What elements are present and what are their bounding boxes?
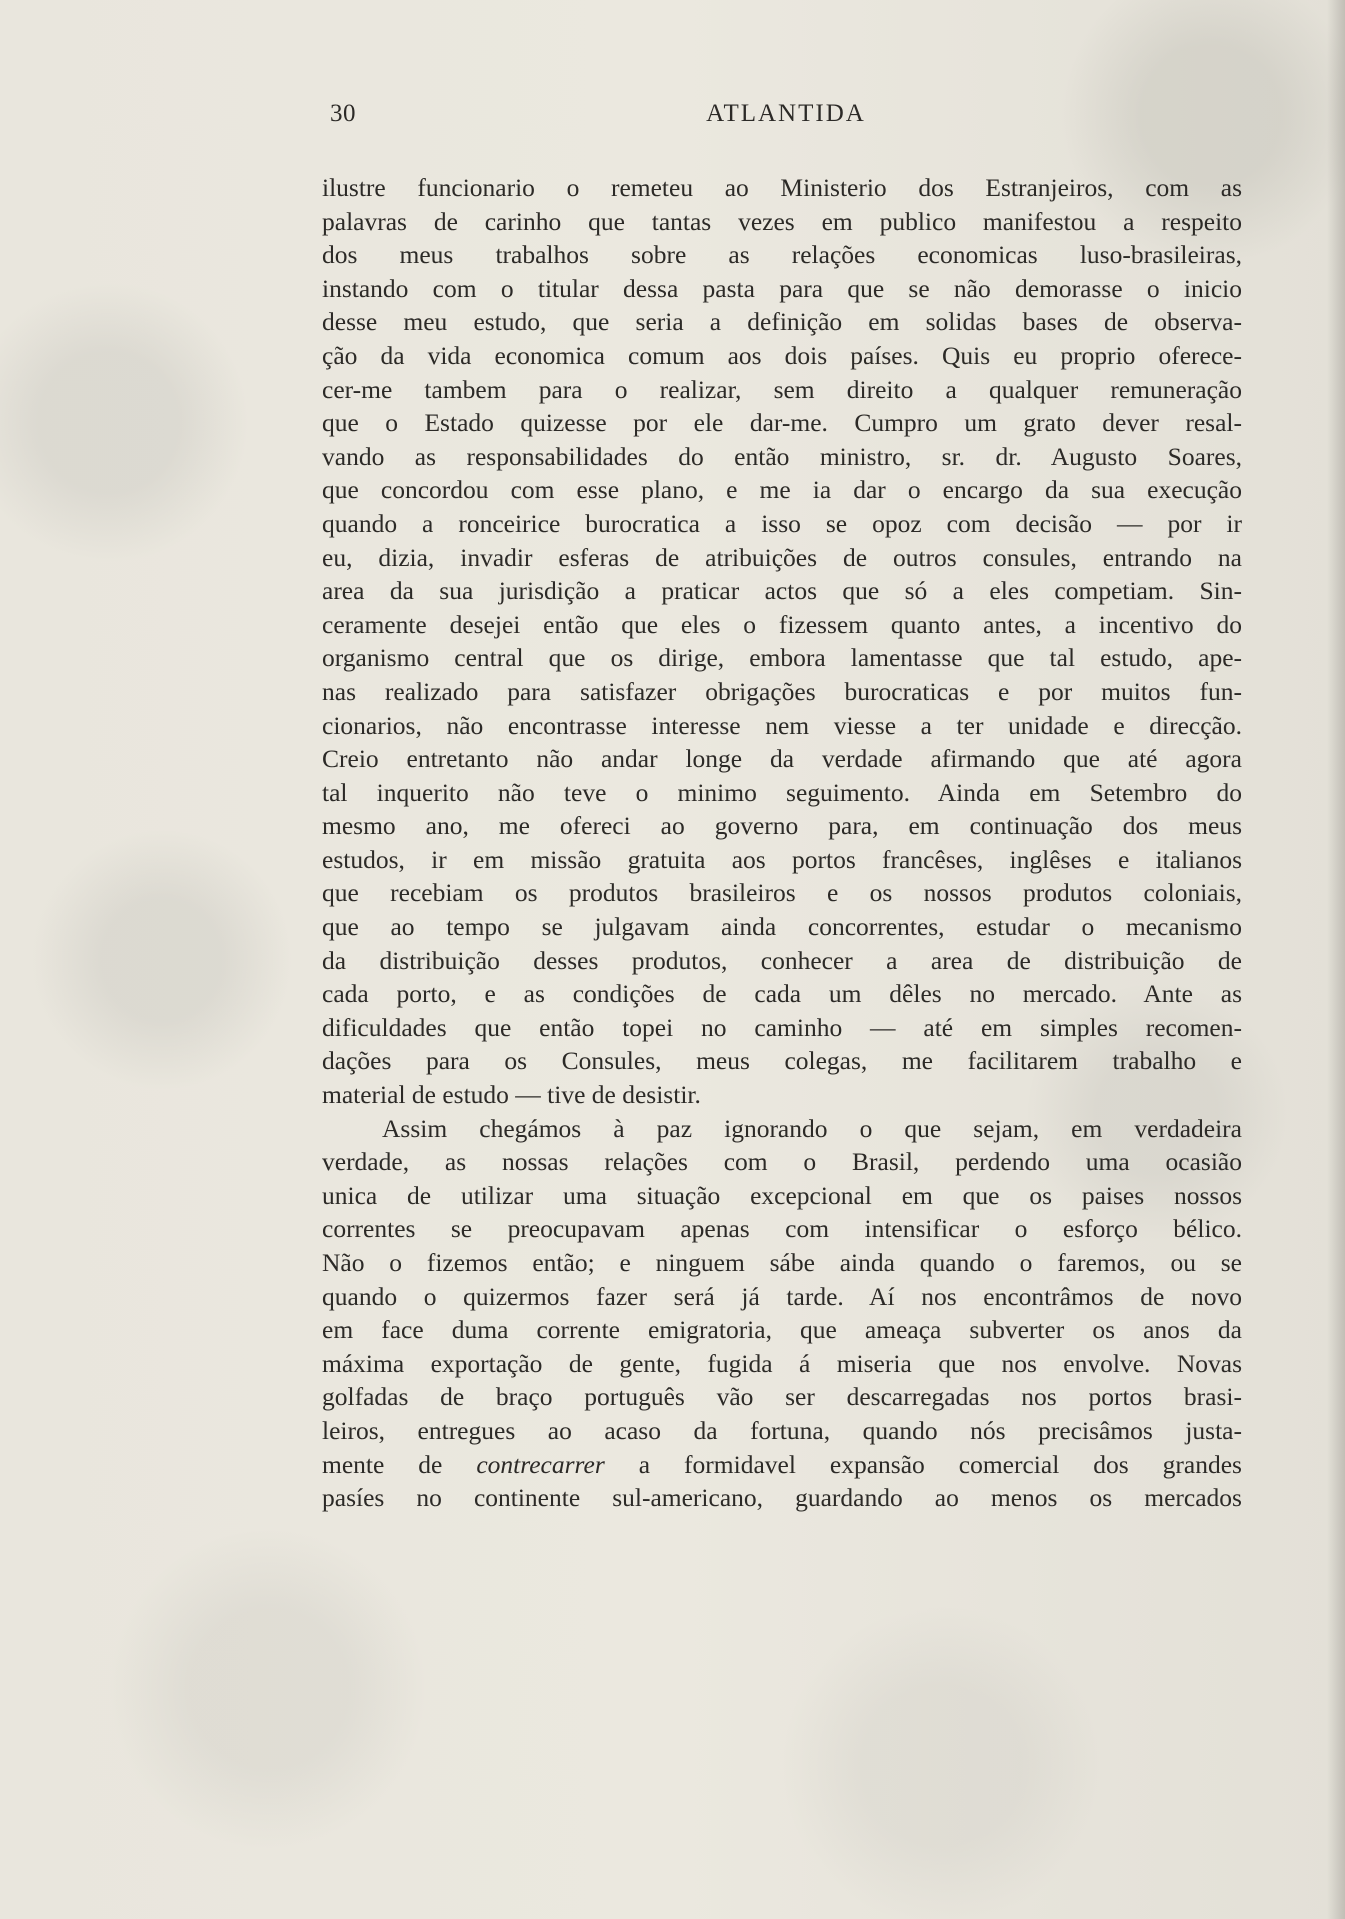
running-title: ATLANTIDA [706, 100, 866, 127]
text-line: quando o quizermos fazer será já tarde. Aí nos encontrâmos de novo [322, 1281, 1242, 1311]
text-line: que o Estado quizesse por ele dar-me. Cumpro um grato dever resal- [322, 408, 1242, 438]
text-line: cada porto, e as condições de cada um dêles no mercado. Ante as [322, 979, 1242, 1009]
text-line: organismo central que os dirige, embora lamentasse que tal estudo, ape- [322, 643, 1242, 673]
text-line: estudos, ir em missão gratuita aos portos francêses, inglêses e italianos [322, 844, 1242, 874]
text-line: material de estudo — tive de desistir. [322, 1080, 701, 1110]
text-line: verdade, as nossas relações com o Brasil, perdendo uma ocasião [322, 1147, 1242, 1177]
text-line: ceramente desejei então que eles o fizessem quanto antes, a incentivo do [322, 609, 1242, 639]
text-line: ilustre funcionario o remeteu ao Ministerio dos Estranjeiros, com as [322, 173, 1242, 202]
text-line: que ao tempo se julgavam ainda concorrentes, estudar o mecanismo [322, 912, 1242, 942]
text-line: em face duma corrente emigratoria, que ameaça subverter os anos da [322, 1315, 1242, 1345]
text-line: que recebiam os produtos brasileiros e os nossos produtos coloniais, [322, 878, 1242, 908]
text-line: desse meu estudo, que seria a definição em solidas bases de observa- [322, 307, 1242, 337]
text-line: cionarios, não encontrasse interesse nem viesse a ter unidade e direcção. [322, 710, 1242, 740]
text-line: Não o fizemos então; e ninguem sábe ainda quando o faremos, ou se [322, 1248, 1242, 1277]
text-line: vando as responsabilidades do então ministro, sr. dr. Augusto Soares, [322, 441, 1242, 471]
text-line: eu, dizia, invadir esferas de atribuições de outros consules, entrando na [322, 542, 1242, 572]
text-line: mesmo ano, me ofereci ao governo para, em continuação dos meus [322, 811, 1242, 841]
text-line: dificuldades que então topei no caminho — até em simples recomen- [322, 1012, 1242, 1042]
page-header [330, 100, 1242, 136]
text-line: palavras de carinho que tantas vezes em publico manifestou a respeito [322, 206, 1242, 236]
text-line: que concordou com esse plano, e me ia dar o encargo da sua execução [322, 475, 1242, 505]
text-line: máxima exportação de gente, fugida á miseria que nos envolve. Novas [322, 1348, 1242, 1378]
text-line: Creio entretanto não andar longe da verdade afirmando que até agora [322, 744, 1242, 774]
text-line: tal inquerito não teve o minimo seguimento. Ainda em Setembro do [322, 777, 1242, 807]
text-line: instando com o titular dessa pasta para que se não demorasse o inicio [322, 273, 1242, 303]
text-segment: mente de [322, 1449, 477, 1479]
body-text [322, 171, 1242, 1515]
text-line: area da sua jurisdição a praticar actos que só a eles competiam. Sin- [322, 576, 1242, 606]
text-line-with-italic [322, 1448, 1242, 1482]
text-line: dações para os Consules, meus colegas, me facilitarem trabalho e [322, 1046, 1242, 1076]
paragraph-1 [322, 171, 1242, 1112]
text-line: cer-me tambem para o realizar, sem direito a qualquer remuneração [322, 374, 1242, 404]
text-line: unica de utilizar uma situação excepcional em que os paises nossos [322, 1180, 1242, 1210]
text-line: quando a ronceirice burocratica a isso se opoz com decisão — por ir [322, 508, 1242, 538]
text-line: Assim chegámos à paz ignorando o que sejam, em verdadeira [382, 1113, 1242, 1143]
text-line: dos meus trabalhos sobre as relações economicas luso-brasileiras, [322, 240, 1242, 270]
page-edge-shadow [1327, 0, 1345, 1919]
page-number: 30 [330, 100, 356, 127]
text-line: da distribuição desses produtos, conhecer a area de distribuição de [322, 945, 1242, 975]
text-segment: a formidavel expansão comercial dos grandes [604, 1449, 1242, 1479]
text-line: leiros, entregues ao acaso da fortuna, quando nós precisâmos justa- [322, 1415, 1242, 1445]
text-line: correntes se preocupavam apenas com intensificar o esforço bélico. [322, 1214, 1242, 1244]
text-line: golfadas de braço português vão ser descarregadas nos portos brasi- [322, 1382, 1242, 1412]
italic-word: contrecarrer [476, 1449, 605, 1479]
text-line: nas realizado para satisfazer obrigações burocraticas e por muitos fun- [322, 676, 1242, 706]
text-line: pasíes no continente sul-americano, guardando ao menos os mercados [322, 1483, 1242, 1513]
text-line: ção da vida economica comum aos dois países. Quis eu proprio oferece- [322, 340, 1242, 370]
paragraph-2 [322, 1112, 1242, 1515]
